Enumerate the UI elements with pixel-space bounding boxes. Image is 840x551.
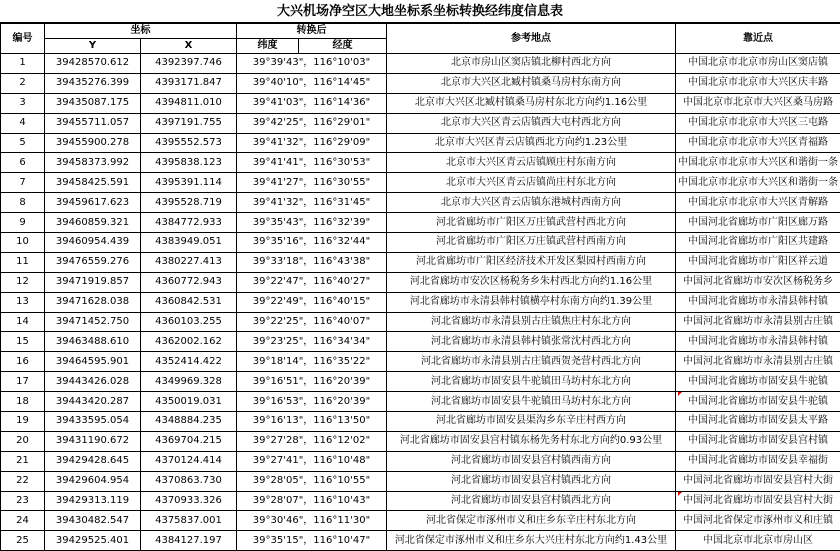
cell-x[interactable]: 4369704.215 (141, 431, 237, 451)
cell-x[interactable]: 4395528.719 (141, 193, 237, 213)
table-row (1, 213, 840, 233)
cell-x[interactable]: 4380227.413 (141, 252, 237, 272)
cell-ref[interactable]: 河北省廊坊市固安县宫村镇西北方向 (387, 491, 676, 511)
cell-y[interactable]: 39429604.954 (45, 471, 141, 491)
cell-latlon[interactable]: 39°42'25"，116°29'01" (237, 113, 387, 133)
cell-y[interactable]: 39458425.591 (45, 173, 141, 193)
table-row (1, 272, 840, 292)
cell-num[interactable]: 16 (1, 352, 45, 372)
cell-ref[interactable]: 北京市大兴区青云店镇西大屯村西北方向 (387, 113, 676, 133)
table-title: 大兴机场净空区大地坐标系坐标转换经纬度信息表 (0, 0, 840, 23)
table-row (1, 193, 840, 213)
cell-num[interactable]: 15 (1, 332, 45, 352)
table-row (1, 133, 840, 153)
cell-ref[interactable]: 河北省廊坊市永清县别古庄镇西贺尧营村西北方向 (387, 352, 676, 372)
table-row (1, 372, 840, 392)
cell-latlon[interactable]: 39°41'32"，116°29'09" (237, 133, 387, 153)
cell-y[interactable]: 39458373.992 (45, 153, 141, 173)
cell-near[interactable]: 中国河北省廊坊市固安县太平路 (676, 412, 840, 432)
cell-num[interactable]: 18 (1, 392, 45, 412)
cell-near[interactable]: 中国北京市北京市大兴区青福路 (676, 133, 840, 153)
cell-num[interactable]: 3 (1, 93, 45, 113)
cell-num[interactable]: 20 (1, 431, 45, 451)
cell-latlon[interactable]: 39°18'14"，116°35'22" (237, 352, 387, 372)
table-row (1, 312, 840, 332)
cell-num[interactable]: 13 (1, 292, 45, 312)
table-row (1, 173, 840, 193)
cell-y[interactable]: 39435276.399 (45, 73, 141, 93)
cell-near[interactable]: 中国河北省廊坊市固安县宫村大街 (676, 491, 840, 511)
cell-x[interactable]: 4395391.114 (141, 173, 237, 193)
data-table (0, 23, 840, 551)
cell-near[interactable]: 中国北京市北京市房山区窦店镇 (676, 54, 840, 74)
cell-y[interactable]: 39476559.276 (45, 252, 141, 272)
cell-latlon[interactable]: 39°16'51"，116°20'39" (237, 372, 387, 392)
cell-num[interactable]: 12 (1, 272, 45, 292)
cell-near[interactable]: 中国河北省廊坊市固安县宫村镇 (676, 431, 840, 451)
cell-latlon[interactable]: 39°41'27"，116°30'55" (237, 173, 387, 193)
cell-x[interactable]: 4360772.943 (141, 272, 237, 292)
cell-y[interactable]: 39460859.321 (45, 213, 141, 233)
cell-ref[interactable]: 河北省廊坊市固安县宫村镇东杨先务村东北方向约0.93公里 (387, 431, 676, 451)
cell-near[interactable]: 中国河北省廊坊市广阳区廊万路 (676, 213, 840, 233)
cell-y[interactable]: 39433595.054 (45, 412, 141, 432)
table-row (1, 252, 840, 272)
table-row (1, 491, 840, 511)
cell-latlon[interactable]: 39°30'46"，116°11'30" (237, 511, 387, 531)
cell-near[interactable]: 中国北京市北京市大兴区桑马房路 (676, 93, 840, 113)
cell-num[interactable]: 24 (1, 511, 45, 531)
table-row (1, 153, 840, 173)
table-row (1, 412, 840, 432)
header-ref: 参考地点 (387, 24, 676, 54)
header-num: 编号 (1, 24, 45, 54)
cell-ref[interactable]: 河北省保定市涿州市义和庄乡东辛庄村东北方向 (387, 511, 676, 531)
cell-num[interactable]: 1 (1, 54, 45, 74)
table-row (1, 332, 840, 352)
cell-x[interactable]: 4348884.235 (141, 412, 237, 432)
cell-y[interactable]: 39429525.401 (45, 531, 141, 551)
cell-ref[interactable]: 北京市大兴区青云店镇尚庄村东北方向 (387, 173, 676, 193)
header-converted: 转换后 (237, 24, 387, 39)
cell-num[interactable]: 22 (1, 471, 45, 491)
cell-latlon[interactable]: 39°22'25"，116°40'07" (237, 312, 387, 332)
cell-ref[interactable]: 北京市大兴区北臧村镇桑马房村东南方向 (387, 73, 676, 93)
cell-ref[interactable]: 河北省廊坊市固安县渠沟乡东辛庄村西方向 (387, 412, 676, 432)
cell-near[interactable]: 中国河北省廊坊市安次区杨税务乡 (676, 272, 840, 292)
cell-y[interactable]: 39429313.119 (45, 491, 141, 511)
cell-latlon[interactable]: 39°35'15"，116°10'47" (237, 531, 387, 551)
cell-y[interactable]: 39471919.857 (45, 272, 141, 292)
cell-latlon[interactable]: 39°27'28"，116°12'02" (237, 431, 387, 451)
cell-latlon[interactable]: 39°33'18"，116°43'38" (237, 252, 387, 272)
cell-x[interactable]: 4370933.326 (141, 491, 237, 511)
cell-x[interactable]: 4349969.328 (141, 372, 237, 392)
cell-num[interactable]: 6 (1, 153, 45, 173)
cell-num[interactable]: 17 (1, 372, 45, 392)
cell-ref[interactable]: 北京市大兴区青云店镇西北方向约1.23公里 (387, 133, 676, 153)
table-row (1, 392, 840, 412)
cell-x[interactable]: 4395552.573 (141, 133, 237, 153)
cell-y[interactable]: 39455900.278 (45, 133, 141, 153)
cell-near[interactable]: 中国河北省廊坊市固安县牛驼镇 (676, 392, 840, 412)
cell-x[interactable]: 4350019.031 (141, 392, 237, 412)
cell-y[interactable]: 39464595.901 (45, 352, 141, 372)
cell-near[interactable]: 中国北京市北京市大兴区庆丰路 (676, 73, 840, 93)
cell-ref[interactable]: 北京市房山区窦店镇北柳村西北方向 (387, 54, 676, 74)
header-coord: 坐标 (45, 24, 237, 39)
cell-y[interactable]: 39471452.750 (45, 312, 141, 332)
cell-near[interactable]: 中国河北省廊坊市永清县韩村镇 (676, 292, 840, 312)
cell-near[interactable]: 中国北京市北京市大兴区和谐街一条 (676, 153, 840, 173)
header-lat: 纬度 (237, 39, 299, 54)
cell-latlon[interactable]: 39°39'43"，116°10'03" (237, 54, 387, 74)
cell-num[interactable]: 5 (1, 133, 45, 153)
header-y: Y (45, 39, 141, 54)
cell-near[interactable]: 中国北京市北京市大兴区青解路 (676, 193, 840, 213)
cell-num[interactable]: 10 (1, 233, 45, 253)
cell-x[interactable]: 4394811.010 (141, 93, 237, 113)
header-x: X (141, 39, 237, 54)
cell-latlon[interactable]: 39°41'03"，116°14'36" (237, 93, 387, 113)
cell-latlon[interactable]: 39°40'10"，116°14'45" (237, 73, 387, 93)
cell-ref[interactable]: 河北省廊坊市安次区杨税务乡朱村西北方向约1.16公里 (387, 272, 676, 292)
cell-ref[interactable]: 河北省廊坊市广阳区万庄镇武营村西南方向 (387, 233, 676, 253)
cell-num[interactable]: 7 (1, 173, 45, 193)
cell-x[interactable]: 4397191.755 (141, 113, 237, 133)
table-row (1, 54, 840, 74)
table-row (1, 431, 840, 451)
cell-latlon[interactable]: 39°28'05"，116°10'55" (237, 471, 387, 491)
cell-ref[interactable]: 北京市大兴区北臧村镇桑马房村东北方向约1.16公里 (387, 93, 676, 113)
cell-num[interactable]: 23 (1, 491, 45, 511)
cell-x[interactable]: 4392397.746 (141, 54, 237, 74)
table-row (1, 471, 840, 491)
cell-y[interactable]: 39463488.610 (45, 332, 141, 352)
cell-latlon[interactable]: 39°41'41"，116°30'53" (237, 153, 387, 173)
cell-y[interactable]: 39435087.175 (45, 93, 141, 113)
cell-num[interactable]: 8 (1, 193, 45, 213)
header-lon: 经度 (299, 39, 387, 54)
cell-latlon[interactable]: 39°16'13"，116°13'50" (237, 412, 387, 432)
cell-latlon[interactable]: 39°41'32"，116°31'45" (237, 193, 387, 213)
cell-near[interactable]: 中国河北省廊坊市固安县牛驼镇 (676, 372, 840, 392)
cell-x[interactable]: 4360103.255 (141, 312, 237, 332)
cell-x[interactable]: 4384127.197 (141, 531, 237, 551)
cell-y[interactable]: 39471628.038 (45, 292, 141, 312)
cell-latlon[interactable]: 39°35'16"，116°32'44" (237, 233, 387, 253)
cell-x[interactable]: 4360842.531 (141, 292, 237, 312)
cell-x[interactable]: 4362002.162 (141, 332, 237, 352)
cell-ref[interactable]: 河北省廊坊市广阳区万庄镇武营村西北方向 (387, 213, 676, 233)
cell-near[interactable]: 中国河北省廊坊市固安县宫村大街 (676, 471, 840, 491)
cell-near[interactable]: 中国河北省保定市涿州市义和庄镇 (676, 511, 840, 531)
cell-latlon[interactable]: 39°35'43"，116°32'39" (237, 213, 387, 233)
cell-y[interactable]: 39430482.547 (45, 511, 141, 531)
cell-near[interactable]: 中国河北省廊坊市广阳区祥云道 (676, 252, 840, 272)
cell-latlon[interactable]: 39°16'53"，116°20'39" (237, 392, 387, 412)
cell-num[interactable]: 2 (1, 73, 45, 93)
cell-latlon[interactable]: 39°27'41"，116°10'48" (237, 451, 387, 471)
cell-ref[interactable]: 河北省保定市涿州市义和庄乡东大兴庄村东北方向约1.43公里 (387, 531, 676, 551)
cell-y[interactable]: 39455711.057 (45, 113, 141, 133)
cell-near[interactable]: 中国北京市北京市大兴区三屯路 (676, 113, 840, 133)
cell-num[interactable]: 21 (1, 451, 45, 471)
cell-num[interactable]: 14 (1, 312, 45, 332)
cell-y[interactable]: 39429428.645 (45, 451, 141, 471)
cell-near[interactable]: 中国河北省廊坊市永清县韩村镇 (676, 332, 840, 352)
cell-y[interactable]: 39459617.623 (45, 193, 141, 213)
cell-ref[interactable]: 北京市大兴区青云店镇顾庄村东南方向 (387, 153, 676, 173)
cell-x[interactable]: 4393171.847 (141, 73, 237, 93)
cell-y[interactable]: 39443426.028 (45, 372, 141, 392)
table-row (1, 292, 840, 312)
cell-ref[interactable]: 河北省廊坊市固安县牛驼镇田马坊村东北方向 (387, 372, 676, 392)
header-near: 靠近点 (676, 24, 840, 54)
cell-x[interactable]: 4395838.123 (141, 153, 237, 173)
table-body (1, 54, 840, 551)
cell-x[interactable]: 4352414.422 (141, 352, 237, 372)
cell-x[interactable]: 4383949.051 (141, 233, 237, 253)
cell-y[interactable]: 39428570.612 (45, 54, 141, 74)
table-row (1, 511, 840, 531)
table-row (1, 73, 840, 93)
cell-ref[interactable]: 河北省廊坊市固安县宫村镇西南方向 (387, 451, 676, 471)
cell-latlon[interactable]: 39°22'49"，116°40'15" (237, 292, 387, 312)
table-row (1, 93, 840, 113)
cell-num[interactable]: 25 (1, 531, 45, 551)
cell-y[interactable]: 39443420.287 (45, 392, 141, 412)
cell-x[interactable]: 4384772.933 (141, 213, 237, 233)
cell-latlon[interactable]: 39°23'25"，116°34'34" (237, 332, 387, 352)
cell-ref[interactable]: 北京市大兴区青云店镇东港城村西南方向 (387, 193, 676, 213)
cell-num[interactable]: 19 (1, 412, 45, 432)
cell-near[interactable]: 中国河北省廊坊市固安县幸福街 (676, 451, 840, 471)
cell-ref[interactable]: 河北省廊坊市永清县别古庄镇焦庄村东北方向 (387, 312, 676, 332)
cell-near[interactable]: 中国河北省廊坊市永清县别古庄镇 (676, 312, 840, 332)
cell-latlon[interactable]: 39°22'47"，116°40'27" (237, 272, 387, 292)
table-row (1, 352, 840, 372)
cell-near[interactable]: 中国北京市北京市房山区 (676, 531, 840, 551)
cell-x[interactable]: 4370124.414 (141, 451, 237, 471)
table-row (1, 113, 840, 133)
cell-latlon[interactable]: 39°28'07"，116°10'43" (237, 491, 387, 511)
cell-near[interactable]: 中国河北省廊坊市广阳区共建路 (676, 233, 840, 253)
cell-x[interactable]: 4375837.001 (141, 511, 237, 531)
cell-ref[interactable]: 河北省廊坊市固安县宫村镇西北方向 (387, 471, 676, 491)
cell-near[interactable]: 中国河北省廊坊市永清县别古庄镇 (676, 352, 840, 372)
cell-ref[interactable]: 河北省廊坊市广阳区经济技术开发区梨园村西南方向 (387, 252, 676, 272)
table-row (1, 451, 840, 471)
cell-ref[interactable]: 河北省廊坊市永清县韩村镇张常沈村西北方向 (387, 332, 676, 352)
cell-near[interactable]: 中国北京市北京市大兴区和谐街一条 (676, 173, 840, 193)
cell-x[interactable]: 4370863.730 (141, 471, 237, 491)
table-row (1, 233, 840, 253)
cell-y[interactable]: 39431190.672 (45, 431, 141, 451)
cell-num[interactable]: 4 (1, 113, 45, 133)
cell-ref[interactable]: 河北省廊坊市固安县牛驼镇田马坊村东北方向 (387, 392, 676, 412)
cell-ref[interactable]: 河北省廊坊市永清县韩村镇横亭村东南方向约1.39公里 (387, 292, 676, 312)
table-row (1, 531, 840, 551)
cell-num[interactable]: 9 (1, 213, 45, 233)
cell-y[interactable]: 39460954.439 (45, 233, 141, 253)
cell-num[interactable]: 11 (1, 252, 45, 272)
